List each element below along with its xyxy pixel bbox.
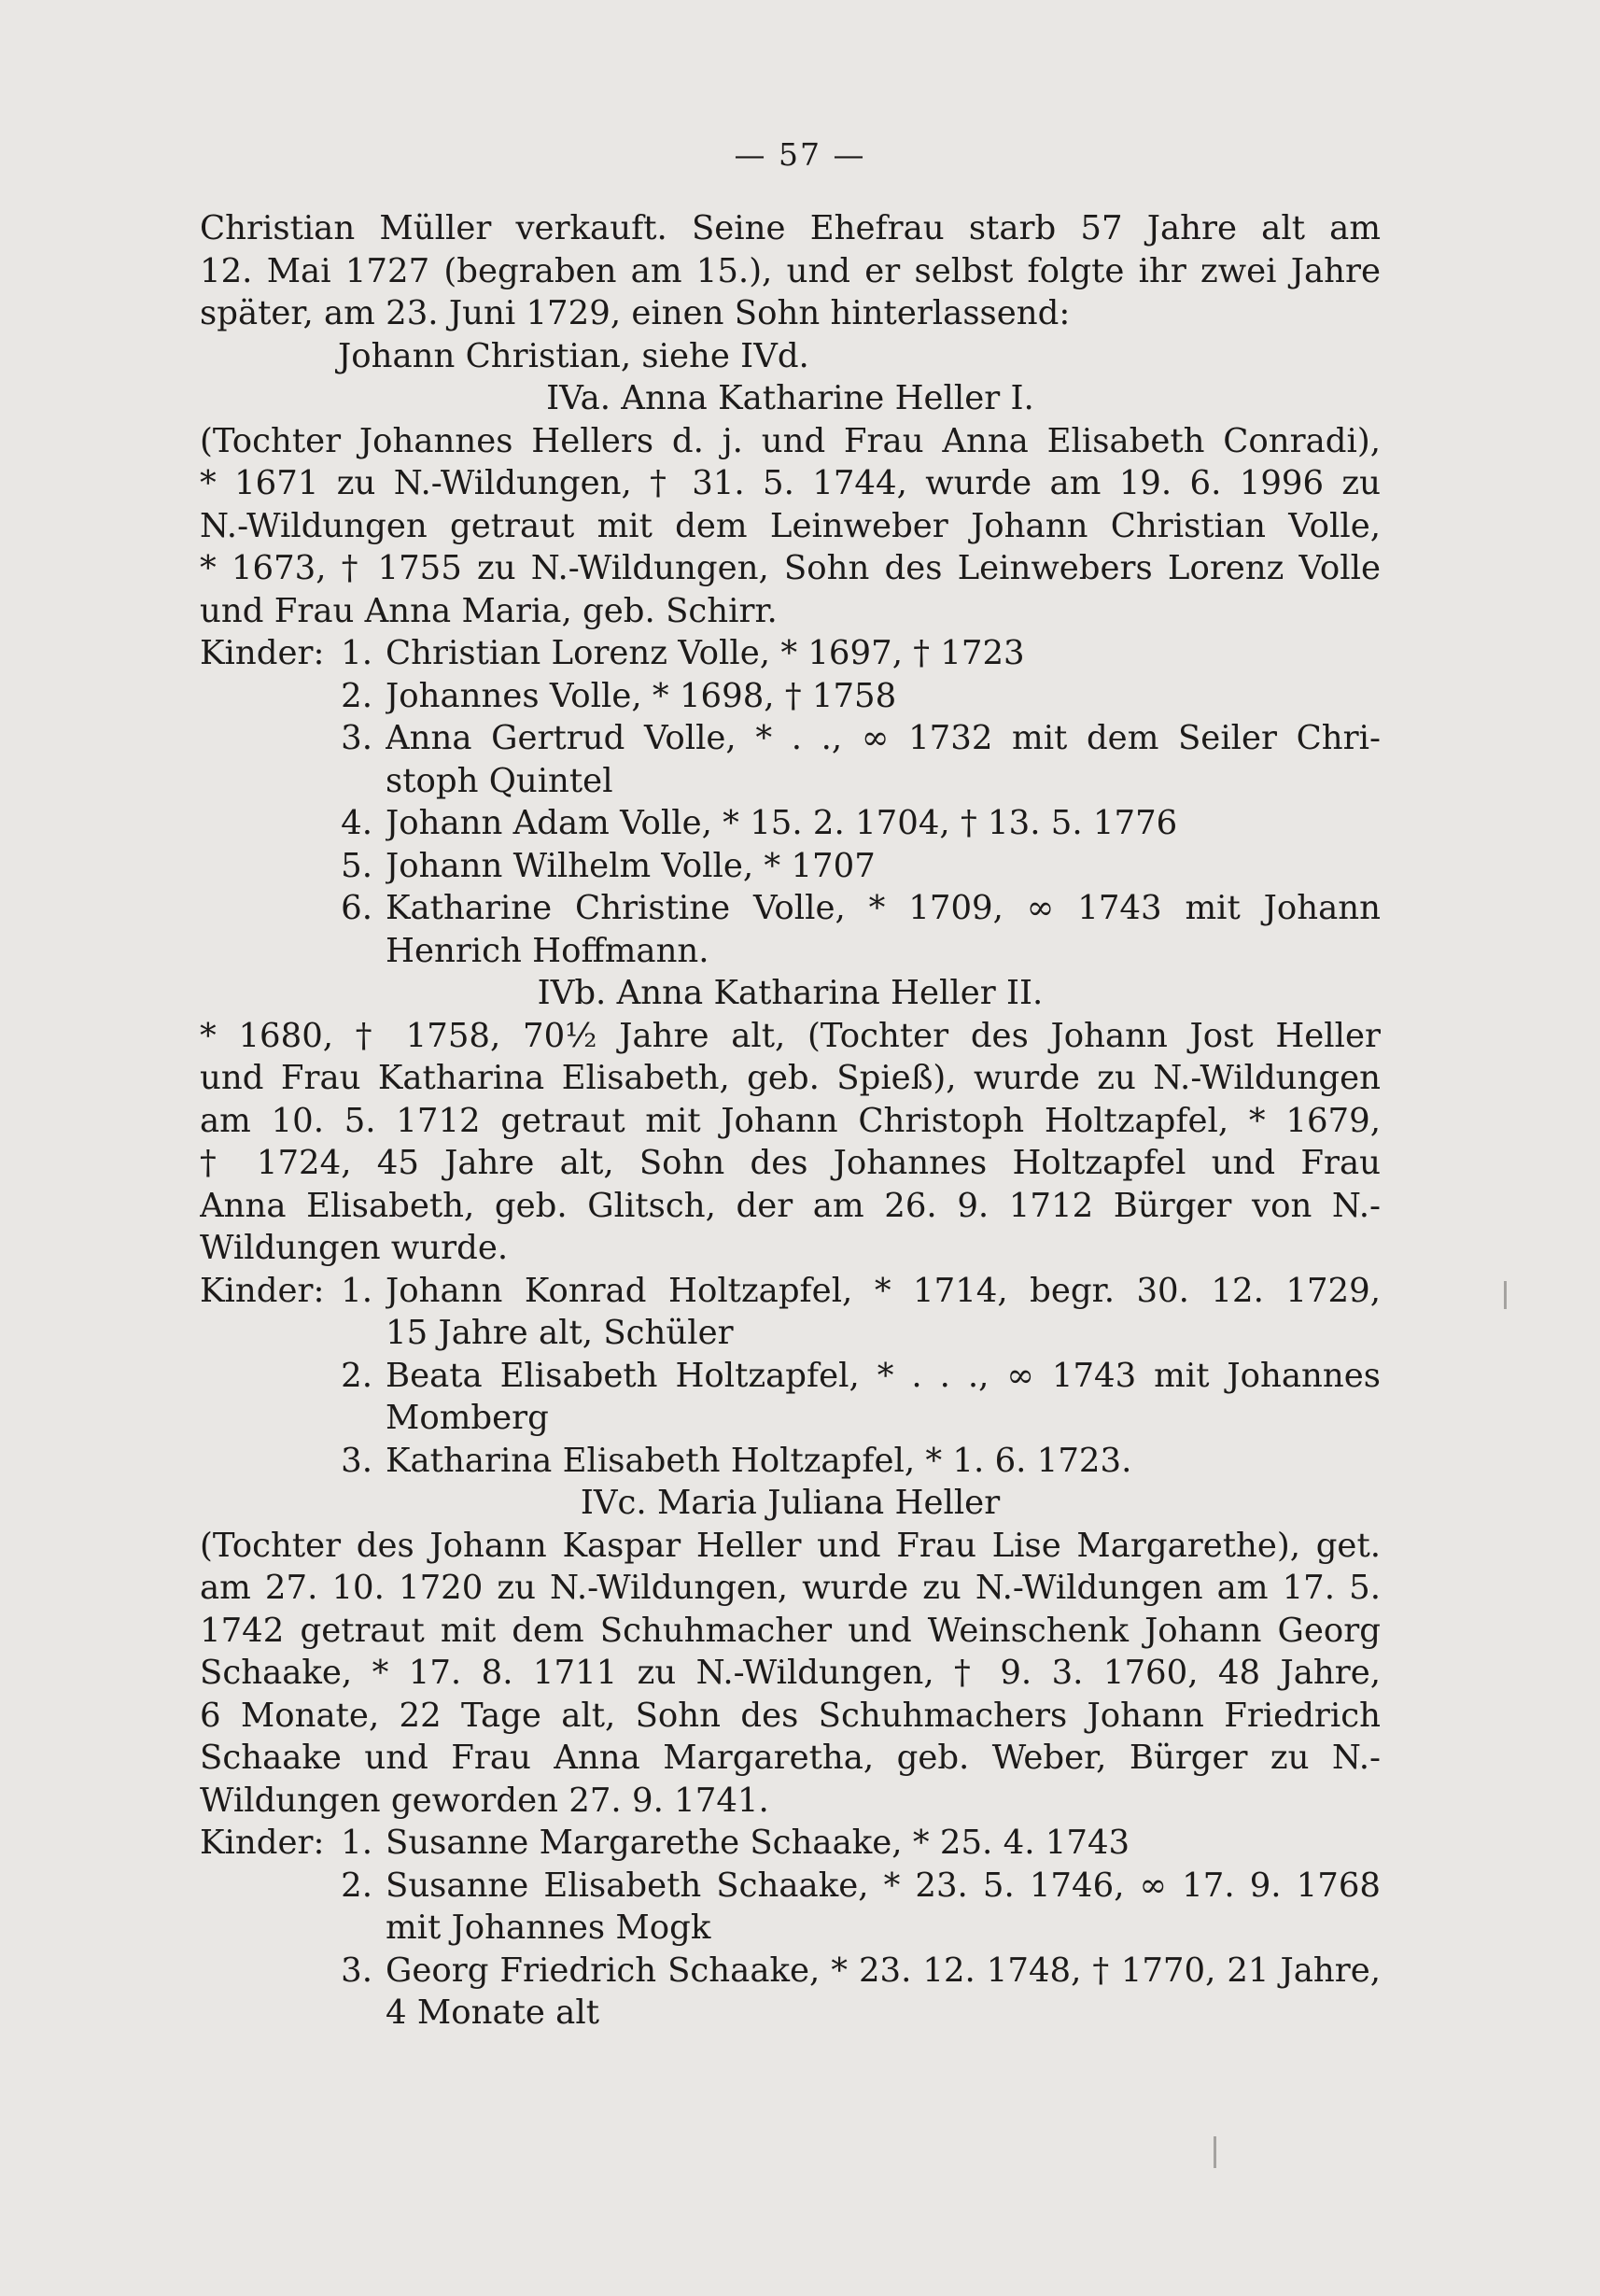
child-text: Beata Elisabeth Holtzapfel, * . . ., ∞ 1743 mit Johannes <box>386 1356 1381 1395</box>
child-text-continuation: Momberg <box>386 1399 549 1437</box>
kinder-label <box>200 1865 328 1908</box>
kinder-label <box>200 717 328 760</box>
text-line: (Tochter Johannes Hellers d. j. und Frau Anna Elisabeth Conradi), <box>200 421 1381 460</box>
child-text-continuation: 15 Jahre alt, Schüler <box>386 1314 734 1352</box>
text-line: und Frau Anna Maria, geb. Schirr. <box>200 591 778 630</box>
kinder-label <box>200 887 328 930</box>
page-body <box>200 207 1381 2035</box>
text-line: später, am 23. Juni 1729, einen Sohn hinterlassend: <box>200 294 1071 332</box>
cross-reference: Johann Christian, siehe IVd. <box>338 336 809 375</box>
kinder-label <box>200 1355 328 1398</box>
text-line: Anna Elisabeth, geb. Glitsch, der am 26. 9. 1712 Bürger von N.- <box>200 1186 1381 1225</box>
text-line: * 1680, † 1758, 70½ Jahre alt, (Tochter des Johann Jost Heller <box>200 1016 1381 1055</box>
section-heading: IVa. Anna Katharine Heller I. <box>546 379 1034 417</box>
child-text: Anna Gertrud Volle, * . ., ∞ 1732 mit dem Seiler Chri- <box>386 719 1381 757</box>
kinder-label <box>200 675 328 718</box>
margin-mark <box>1214 2136 1216 2168</box>
child-text: Johannes Volle, * 1698, † 1758 <box>386 676 897 715</box>
kinder-label <box>200 1440 328 1483</box>
child-text-continuation: 4 Monate alt <box>386 1993 599 2032</box>
child-number: 5. <box>341 846 372 885</box>
kinder-label: Kinder: <box>200 634 325 672</box>
child-entry <box>200 717 1381 760</box>
child-text: Georg Friedrich Schaake, * 23. 12. 1748, † 1770, 21 Jahre, <box>386 1951 1381 1990</box>
child-number: 6. <box>341 889 372 927</box>
child-number: 1. <box>341 634 372 672</box>
child-number: 2. <box>341 1866 372 1905</box>
child-text: Katharina Elisabeth Holtzapfel, * 1. 6. 1723. <box>386 1441 1132 1480</box>
child-text-continuation: stoph Quintel <box>386 761 613 800</box>
child-entry <box>200 1355 1381 1398</box>
child-entry <box>200 887 1381 930</box>
text-line: * 1673, † 1755 zu N.-Wildungen, Sohn des Leinwebers Lorenz Volle <box>200 549 1381 587</box>
kinder-label: Kinder: <box>200 1271 325 1310</box>
text-line: * 1671 zu N.-Wildungen, † 31. 5. 1744, wurde am 19. 6. 1996 zu <box>200 464 1381 502</box>
text-line: Schaake, * 17. 8. 1711 zu N.-Wildungen, † 9. 3. 1760, 48 Jahre, <box>200 1654 1381 1692</box>
child-text: Johann Wilhelm Volle, * 1707 <box>386 846 876 885</box>
text-line: (Tochter des Johann Kaspar Heller und Frau Lise Margarethe), get. <box>200 1526 1381 1565</box>
text-line: Wildungen geworden 27. 9. 1741. <box>200 1781 769 1820</box>
child-entry <box>200 1270 1381 1313</box>
text-line: Christian Müller verkauft. Seine Ehefrau starb 57 Jahre alt am <box>200 209 1381 247</box>
kinder-label <box>200 802 328 845</box>
child-entry <box>200 845 1381 888</box>
page-number: — 57 — <box>734 136 866 173</box>
section-heading: IVc. Maria Juliana Heller <box>580 1484 1001 1522</box>
section-heading: IVb. Anna Katharina Heller II. <box>537 974 1044 1012</box>
child-number: 1. <box>341 1824 372 1862</box>
child-number: 1. <box>341 1271 372 1310</box>
text-line: am 10. 5. 1712 getraut mit Johann Christoph Holtzapfel, * 1679, <box>200 1101 1381 1140</box>
child-number: 3. <box>341 719 372 757</box>
child-entry <box>200 1865 1381 1908</box>
text-line: am 27. 10. 1720 zu N.-Wildungen, wurde zu N.-Wildungen am 17. 5. <box>200 1569 1381 1607</box>
child-text: Johann Konrad Holtzapfel, * 1714, begr. 30. 12. 1729, <box>386 1271 1381 1310</box>
text-line: und Frau Katharina Elisabeth, geb. Spieß), wurde zu N.-Wildungen <box>200 1059 1381 1097</box>
kinder-label: Kinder: <box>200 1824 325 1862</box>
text-line: Wildungen wurde. <box>200 1229 509 1267</box>
child-text-continuation: mit Johannes Mogk <box>386 1909 711 1947</box>
text-line: 1742 getraut mit dem Schuhmacher und Weinschenk Johann Georg <box>200 1611 1381 1650</box>
child-number: 2. <box>341 1356 372 1395</box>
child-number: 3. <box>341 1441 372 1480</box>
child-number: 3. <box>341 1951 372 1990</box>
child-entry <box>200 1950 1381 1993</box>
child-entry <box>200 632 1381 675</box>
child-text: Johann Adam Volle, * 15. 2. 1704, † 13. 5. 1776 <box>386 804 1178 842</box>
kinder-label <box>200 845 328 888</box>
margin-mark <box>1504 1281 1507 1309</box>
child-text-continuation: Henrich Hoffmann. <box>386 931 709 970</box>
kinder-label <box>200 1950 328 1993</box>
child-entry <box>200 675 1381 718</box>
child-text: Susanne Margarethe Schaake, * 25. 4. 1743 <box>386 1824 1130 1862</box>
text-line: Schaake und Frau Anna Margaretha, geb. Weber, Bürger zu N.- <box>200 1739 1381 1777</box>
text-line: 6 Monate, 22 Tage alt, Sohn des Schuhmachers Johann Friedrich <box>200 1696 1381 1735</box>
sections <box>200 377 1381 2035</box>
child-text: Christian Lorenz Volle, * 1697, † 1723 <box>386 634 1025 672</box>
text-line: 12. Mai 1727 (begraben am 15.), und er selbst folgte ihr zwei Jahre <box>200 251 1381 290</box>
child-entry <box>200 1440 1381 1483</box>
child-text: Susanne Elisabeth Schaake, * 23. 5. 1746, ∞ 17. 9. 1768 <box>386 1866 1381 1905</box>
child-entry <box>200 1822 1381 1865</box>
child-text: Katharine Christine Volle, * 1709, ∞ 1743 mit Johann <box>386 889 1381 927</box>
text-line: N.-Wildungen getraut mit dem Leinweber Johann Christian Volle, <box>200 506 1381 545</box>
child-number: 2. <box>341 676 372 715</box>
child-entry <box>200 802 1381 845</box>
text-line: † 1724, 45 Jahre alt, Sohn des Johannes Holtzapfel und Frau <box>200 1144 1381 1182</box>
child-number: 4. <box>341 804 372 842</box>
